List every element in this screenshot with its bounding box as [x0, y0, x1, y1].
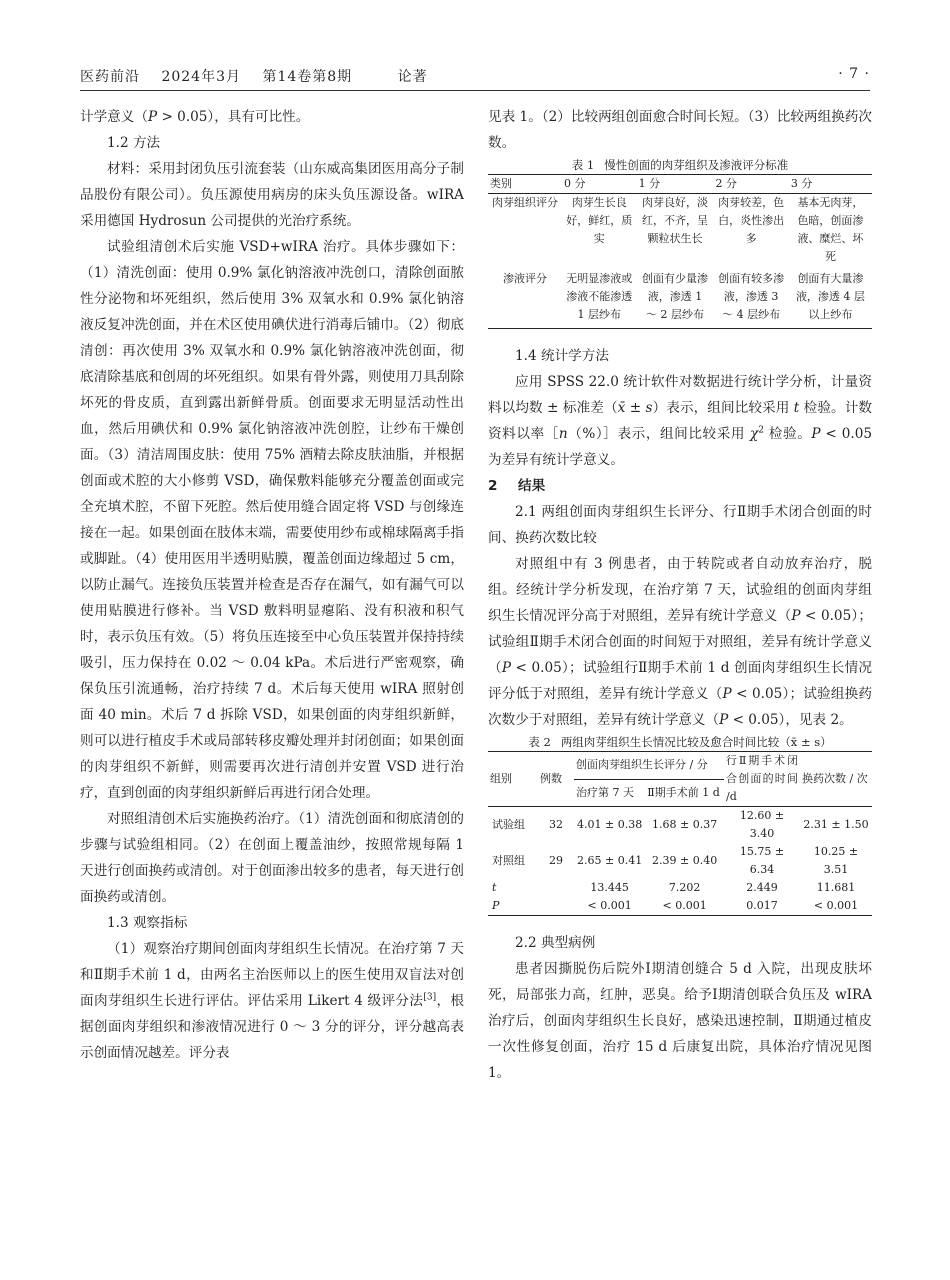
journal-name: 医药前沿 [80, 69, 140, 85]
table-header-cell: 1 分 [637, 175, 714, 194]
table-row: t 13.445 7.202 2.449 11.681 [492, 881, 856, 894]
table-header-cell: 换药次数 / 次 [800, 752, 872, 807]
table-header-cell: 类别 [488, 175, 562, 194]
right-column [488, 104, 872, 1086]
table-row: 渗液评分 无明显渗液或渗液不能渗透 1 层纱布 创面有少量渗液，渗透 1 ～ 2 层纱布 创面有较多渗液，渗透 3 ～ 4 层纱布 创面有大量渗液，渗透 4 层以上纱布 [503, 272, 865, 321]
table-header-cell: 3 分 [789, 175, 872, 194]
section-heading-2-1: 2.1 两组创面肉芽组织生长评分、行Ⅱ期手术闭合创面的时间、换药次数比较 [488, 504, 872, 546]
table-header-cell: 创面肉芽组织生长评分 / 分 [574, 752, 724, 780]
header-rule [80, 90, 870, 91]
paragraph: 见表 1。（2）比较两组创面愈合时间长短。（3）比较两组换药次数。 [488, 109, 872, 151]
paragraph-control-group: 对照组清创术后实施换药治疗。（1）清洗创面和彻底清创的步骤与试验组相同。（2）在创面上覆盖油纱，按照常规每隔 1 天进行创面换药或清创。对于创面渗出较多的患者，每天进行创面换药或清创。 [80, 811, 464, 905]
table-header-cell: 2 分 [713, 175, 788, 194]
table-row: 试验组 32 4.01 ± 0.38 1.68 ± 0.37 12.60 ± 3.40 2.31 ± 1.50 [492, 809, 869, 840]
paragraph-vsd-procedure: 试验组清创术后实施 VSD+wIRA 治疗。具体步骤如下：（1）清洗创面：使用 0.9% 氯化钠溶液冲洗创口，清除创面脓性分泌物和坏死组织，然后使用 3% 双氧水和 0.9% 氯化钠溶液反复冲洗创面，并在术区使用碘伏进行消毒后铺巾。（2）彻底清创：再次使用 3% 双氧水和 0.9% 氯化钠溶液冲洗创面，彻底清除基底和创周的坏死组织。如果有骨外露，则使用刀具刮除坏死的骨皮质，直到露出新鲜骨质。创面要求无明显活动性出血，然后用碘伏和 0.9% 氯化钠溶液冲洗创腔，让纱布干燥创面。（3）清洁周围皮肤：使用 75% 酒精去除皮肤油脂，并根据创面或术腔的大小修剪 VSD，确保敷料能够充分覆盖创面或完全充填术腔，不留下死腔。然后使用缝合固定将 VSD 与创缘连接在一起。如果创面在肢体末端，需要使用纱布或棉球隔离手指或脚趾。（4）使用医用半透明贴膜，覆盖创面边缘超过 5 cm，以防止漏气。连接负压装置并检查是否存在漏气，如有漏气可以使用贴膜进行修补。当 VSD 敷料明显瘪陷、没有积液和积气时，表示负压有效。（5）将负压连接至中心负压装置并保持持续吸引，压力保持在 0.02 ～ 0.04 kPa。术后进行严密观察，确保负压引流通畅，治疗持续 7 d。术后每天使用 wIRA 照射创面 40 min。术后 7 d 拆除 VSD，如果创面的肉芽组织新鲜，则可以进行植皮手术或局部转移皮瓣处理并封闭创面；如果创面的肉芽组织不新鲜，则需要再次进行清创并安置 VSD 进行治疗，直到创面的肉芽组织新鲜后再进行闭合处理。 [80, 239, 464, 801]
section-heading-1-4: 1.4 统计学方法 [515, 348, 609, 364]
paragraph-results: 对照组中有 3 例患者，由于转院或者自动放弃治疗，脱组。经统计学分析发现，在治疗第 7 天，试验组的创面肉芽组织生长情况评分高于对照组，差异有统计学意义（P < 0.05）；试验组Ⅱ期手术闭合创面的时间短于对照组，差异有统计学意义（P < 0.05）；试验组行Ⅱ期手术前 1 d 创面肉芽组织生长情况评分低于对照组，差异有统计学意义（P < 0.05）；试验组换药次数少于对照组，差异有统计学意义（P < 0.05），见表 2。 [488, 556, 873, 728]
section-heading-2: 2 结果 [488, 478, 546, 494]
paragraph-materials: 材料：采用封闭负压引流套装（山东威高集团医用高分子制品股份有限公司）。负压源使用病房的床头负压源设备。wIRA 采用德国 Hydrosun 公司提供的光治疗系统。 [80, 161, 464, 229]
paragraph-observation: （1）观察治疗期间创面肉芽组织生长情况。在治疗第 7 天和Ⅱ期手术前 1 d，由两名主治医师以上的医生使用双盲法对创面肉芽组织生长进行评估。评估采用 Likert 4 级评分法[3]，根据创面肉芽组织和渗液情况进行 0 ～ 3 分的评分，评分越高表示创面情况越差。评分表 [80, 941, 464, 1061]
paragraph: 计学意义（P > 0.05），具有可比性。 [80, 109, 310, 125]
table-row: 肉芽组织评分 肉芽生长良好，鲜红，质实 肉芽良好，淡红，不齐，呈颗粒状生长 肉芽较差，色白，炎性渗出多 基本无肉芽，色暗，创面渗液、糜烂、坏死 [492, 196, 864, 263]
table-1-caption: 表 1 慢性创面的肉芽组织及渗液评分标准 [571, 158, 789, 172]
volume-issue: 第14卷第8期 [262, 69, 353, 85]
article-type: 论著 [397, 69, 428, 85]
table-row: P < 0.001 < 0.001 0.017 < 0.001 [492, 899, 859, 912]
table-header-cell: 治疗第 7 天 [574, 779, 645, 807]
paragraph-statistics: 应用 SPSS 22.0 统计软件对数据进行统计学分析，计量资料以均数 ± 标准差（x̄ ± s）表示，组间比较采用 t 检验。计数资料以率［n（%）］表示，组间比较采用 $\chi^2$ 检验。P < 0.05 为差异有统计学意义。 [488, 374, 872, 468]
page-number: · 7 · [838, 66, 870, 82]
table-header-cell: 0 分 [562, 175, 637, 194]
table-2 [488, 751, 872, 916]
table-header-cell: 例数 [538, 752, 574, 807]
table-1 [488, 174, 872, 329]
left-column [80, 104, 464, 1066]
section-heading-2-2: 2.2 典型病例 [515, 935, 596, 951]
paragraph-case: 患者因撕脱伤后院外Ⅰ期清创缝合 5 d 入院，出现皮肤坏死，局部张力高，红肿，恶臭。给予Ⅰ期清创联合负压及 wIRA 治疗后，创面肉芽组织生长良好，感染迅速控制，Ⅱ期通过植皮一次性修复创面，治疗 15 d 后康复出院，具体治疗情况见图 1。 [488, 961, 872, 1081]
table-2-caption: 表 2 两组肉芽组织生长情况比较及愈合时间比较（x̄ ± s） [528, 735, 832, 749]
table-header-cell: 行Ⅱ期手术闭合创面的时间 /d [724, 752, 800, 807]
section-heading-1-2: 1.2 方法 [107, 135, 161, 151]
table-header-cell: 组别 [488, 752, 538, 807]
running-header [80, 66, 870, 90]
table-row: 对照组 29 2.65 ± 0.41 2.39 ± 0.40 15.75 ± 6.34 10.25 ± 3.51 [492, 845, 859, 876]
issue-date: 2024年3月 [161, 69, 241, 85]
table-header-cell: Ⅱ期手术前 1 d [645, 779, 724, 807]
citation: [3] [423, 992, 437, 1003]
section-heading-1-3: 1.3 观察指标 [107, 915, 188, 931]
